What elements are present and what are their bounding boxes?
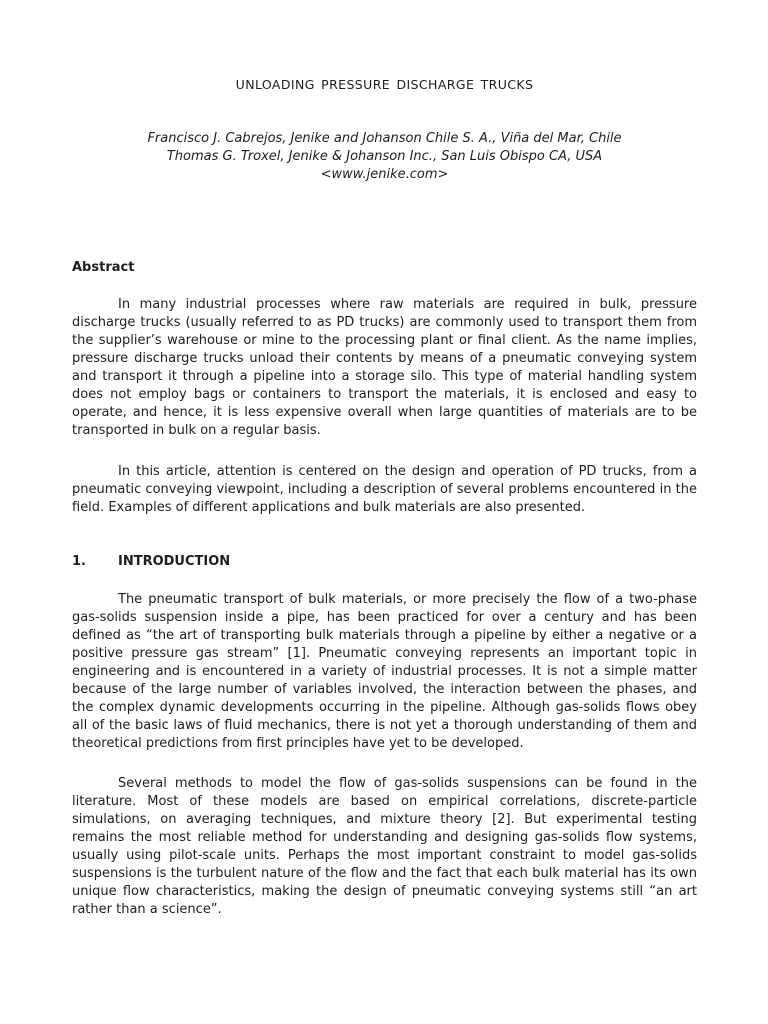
abstract-paragraph-1: In many industrial processes where raw materials are required in bulk, pressure discharge trucks (usually referred to as PD trucks) are commonly used to transport them from the supplier’s warehouse or mine to the processing plant or final client. As the name implies, pressure discharge trucks unload their contents by means of a pneumatic conveying system and transport it through a pipeline into a storage silo. This type of material handling system does not employ bags or containers to transport the materials, it is enclosed and easy to operate, and hence, it is less expensive overall when large quantities of materials are to be transported in bulk on a regular basis. bbox=[72, 297, 697, 438]
author-block bbox=[72, 130, 697, 184]
introduction-paragraph-2: Several methods to model the flow of gas-solids suspensions can be found in the literature. Most of these models are based on empirical correlations, discrete-particle simulations, on averaging techniques, and mixture theory [2]. But experimental testing remains the most reliable method for understanding and designing gas-solids flow systems, usually using pilot-scale units. Perhaps the most important constraint to model gas-solids suspensions is the turbulent nature of the flow and the fact that each bulk material has its own unique flow characteristics, making the design of pneumatic conveying systems still “an art rather than a science”. bbox=[72, 776, 697, 917]
section-title: INTRODUCTION bbox=[118, 554, 231, 569]
document-page bbox=[72, 0, 697, 1024]
introduction-heading bbox=[72, 553, 230, 571]
paper-title: UNLOADING PRESSURE DISCHARGE TRUCKS bbox=[235, 77, 534, 92]
section-number: 1. bbox=[72, 554, 86, 569]
abstract-heading: Abstract bbox=[72, 260, 135, 275]
author-website: <www.jenike.com> bbox=[320, 167, 449, 182]
abstract-paragraph-2: In this article, attention is centered on the design and operation of PD trucks, from a pneumatic conveying viewpoint, including a description of several problems encountered in the field. Examples of different applications and bulk materials are also presented. bbox=[72, 464, 697, 515]
introduction-paragraph-1: The pneumatic transport of bulk materials, or more precisely the flow of a two-phase gas-solids suspension inside a pipe, has been practiced for over a century and has been defined as “the art of transporting bulk materials through a pipeline by either a negative or a positive pressure gas stream” [1]. Pneumatic conveying represents an important topic in engineering and is encountered in a variety of industrial processes. It is not a simple matter because of the large number of variables involved, the interaction between the phases, and the complex dynamic developments occurring in the pipeline. Although gas-solids flows obey all of the basic laws of fluid mechanics, there is not yet a thorough understanding of them and theoretical predictions from first principles have yet to be developed. bbox=[72, 592, 697, 751]
author-line-1: Francisco J. Cabrejos, Jenike and Johanson Chile S. A., Viña del Mar, Chile bbox=[147, 131, 622, 146]
author-line-2: Thomas G. Troxel, Jenike & Johanson Inc., San Luis Obispo CA, USA bbox=[166, 149, 603, 164]
